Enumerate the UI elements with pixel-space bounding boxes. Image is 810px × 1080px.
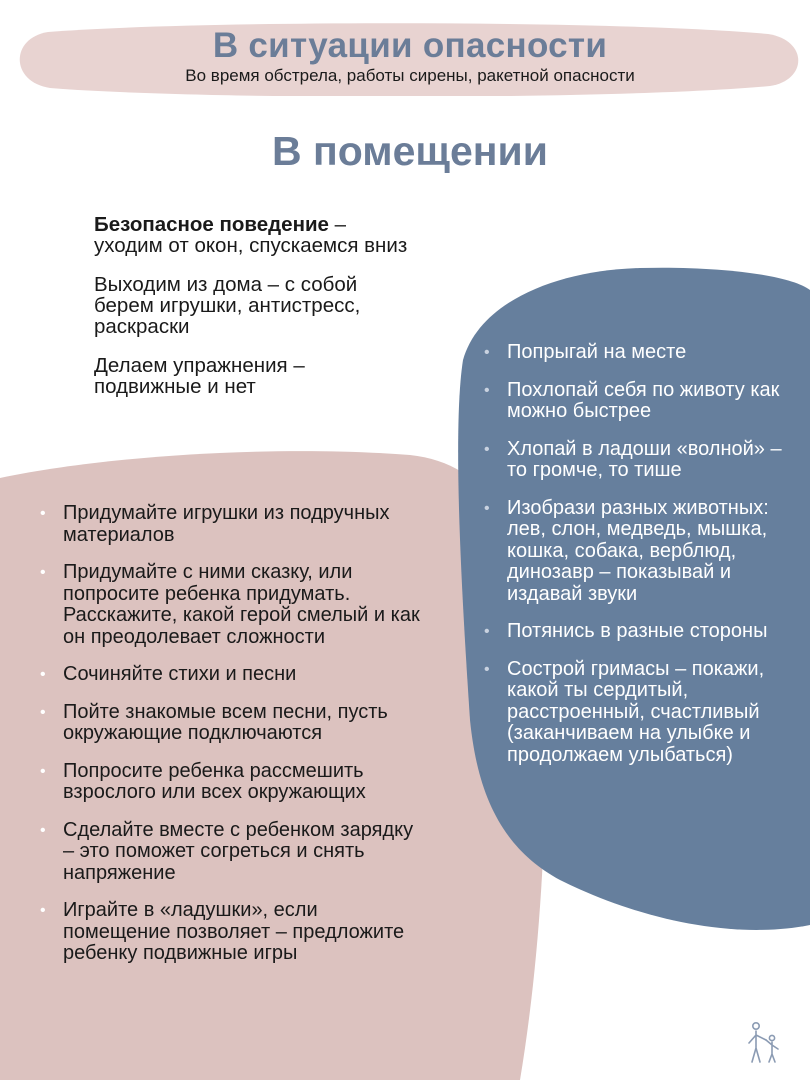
- page-header-subtitle: Во время обстрела, работы сирены, ракетной опасности: [185, 66, 635, 85]
- list-item-text: Придумайте с ними сказку, или попросите ребенка придумать. Расскажите, какой герой смелый и как он преодолевает сложности: [63, 561, 420, 648]
- intro-item: Выходим из дома – с собой берем игрушки, антистресс, раскраски: [94, 273, 361, 338]
- list-item-text: Попрыгай на месте: [507, 341, 687, 363]
- list-item-text: Хлопай в ладоши «волной» – то громче, то тише: [507, 437, 782, 481]
- bullet-icon: •: [40, 505, 46, 522]
- bullet-icon: •: [484, 344, 490, 361]
- section-title: В помещении: [272, 128, 548, 174]
- bullet-icon: •: [484, 499, 490, 517]
- bullet-icon: •: [40, 666, 46, 683]
- right-exercises-list: [480, 342, 798, 782]
- intro-item: Делаем упражнения – подвижные и нет: [94, 354, 305, 398]
- page-header-title: В ситуации опасности: [212, 26, 608, 65]
- list-item-text: Придумайте игрушки из подручных материалов: [63, 502, 390, 546]
- intro-item: [94, 214, 414, 256]
- bullet-icon: •: [484, 381, 490, 399]
- bullet-icon: •: [484, 623, 490, 640]
- bullet-icon: •: [40, 762, 46, 780]
- list-item-text: Сочиняйте стихи и песни: [63, 663, 297, 685]
- list-item-text: Попросите ребенка рассмешить взрослого или всех окружающих: [63, 759, 366, 803]
- list-item: [480, 380, 798, 423]
- list-item: [480, 498, 798, 606]
- list-item: [480, 342, 798, 364]
- list-item-text: Потянись в разные стороны: [507, 620, 768, 642]
- list-item: [36, 503, 421, 546]
- list-item-text: Играйте в «ладушки», если помещение позволяет – предложите ребенку подвижные игры: [63, 899, 405, 964]
- list-item: [36, 820, 421, 885]
- family-logo-icon: [746, 1020, 782, 1064]
- list-item-text: Сделайте вместе с ребенком зарядку – это поможет согреться и снять напряжение: [63, 818, 414, 884]
- list-item-text: Пойте знакомые всем песни, пусть окружающие подключаются: [63, 700, 388, 744]
- list-item: [36, 664, 421, 686]
- list-item: [480, 439, 798, 482]
- bullet-icon: •: [484, 660, 490, 678]
- list-item: [36, 562, 421, 648]
- list-item: [36, 761, 421, 804]
- bullet-icon: •: [40, 564, 46, 581]
- left-tips-list: [36, 503, 421, 981]
- intro-item-bold: Безопасное поведение: [94, 213, 329, 236]
- bullet-icon: •: [484, 440, 490, 458]
- bullet-icon: •: [40, 703, 46, 721]
- intro-block: [94, 214, 414, 415]
- list-item: [480, 659, 798, 767]
- bullet-icon: •: [40, 902, 46, 919]
- list-item-text: Сострой гримасы – покажи, какой ты сердитый, расстроенный, счастливый (заканчиваем на улыбке и продолжаем улыбаться): [507, 657, 765, 766]
- list-item-text: Изобрази разных животных: лев, слон, медведь, мышка, кошка, собака, верблюд, динозавр – показывай и издавай звуки: [507, 496, 769, 605]
- bullet-icon: •: [40, 821, 46, 839]
- intro-item-rest: – уходим от окон, спускаемся вниз: [94, 213, 408, 257]
- list-item-text: Похлопай себя по животу как можно быстрее: [507, 378, 780, 422]
- list-item: [480, 621, 798, 643]
- list-item: [36, 900, 421, 965]
- list-item: [36, 702, 421, 745]
